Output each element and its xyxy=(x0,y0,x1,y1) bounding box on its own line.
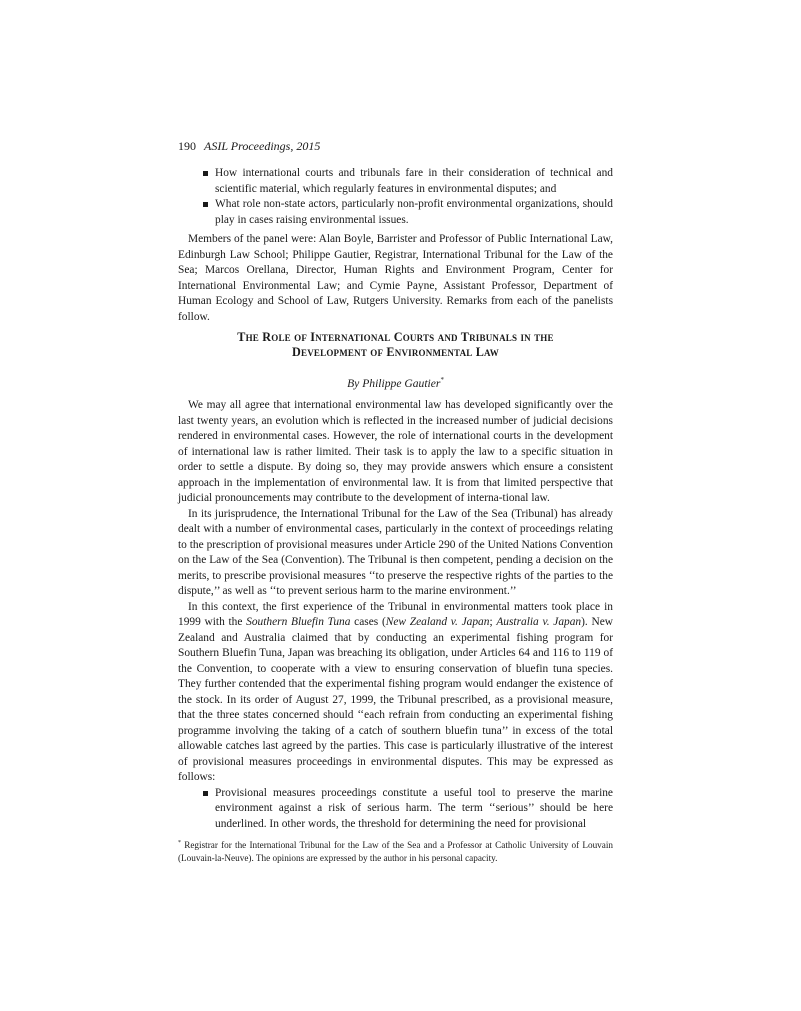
case-name: Australia v. Japan xyxy=(496,616,582,628)
body-paragraph: In this context, the first experience of the Tribunal in environmental matters took place in 1999 with the Southern Bluefin Tuna cases (New Zealand v. Japan; Australia v. Japan). New Zealand and Australia claimed that by conducting an experimental fishing program for Southern Bluefin Tuna, Japan was breaching its obligation, under Articles 64 and 116 to 119 of the Convention, to cooperate with a view to ensuring conservation of bluefin tuna species. They further contended that the experimental fishing program would endanger the existence of the stock. In its order of August 27, 1999, the Tribunal prescribed, as a provisional measure, that the three states concerned should ‘‘each refrain from conducting an experimental fishing programme involving the taking of a catch of southern bluefin tuna’’ in excess of the total allowable catches last agreed by the parties. This case is particularly illustrative of the interest of provisional measures proceedings in environmental disputes. This may be expressed as follows: xyxy=(178,600,613,783)
footnote: * Registrar for the International Tribunal for the Law of the Sea and a Professor at Catholic University of Louvain (Louvain-la-Neuve). The opinions are expressed by the author in his personal capacity. xyxy=(178,840,613,863)
case-name: Southern Bluefin Tuna xyxy=(246,616,351,628)
footnote-marker: * xyxy=(440,376,444,384)
footnote-marker: * xyxy=(178,840,181,846)
body-paragraph: In its jurisprudence, the International Tribunal for the Law of the Sea (Tribunal) has already dealt with a number of environmental cases, particularly in the context of proceedings relating to the prescription of provisional measures under Article 290 of the United Nations Convention on the Law of the Sea (Convention). The Tribunal is then competent, pending a decision on the merits, to prescribe provisional measures ‘‘to preserve the respective rights of the parties to the dispute,’’ as well as ‘‘to prevent serious harm to the marine environment.’’ xyxy=(178,507,613,597)
square-bullet-icon xyxy=(203,171,208,176)
square-bullet-icon xyxy=(203,791,208,796)
running-header xyxy=(178,138,320,154)
list-item: What role non-state actors, particularly non-profit environmental organizations, should play in cases raising environmental issues. xyxy=(178,197,613,228)
page-number: 190 xyxy=(178,139,196,153)
list-item: Provisional measures proceedings constitute a useful tool to preserve the marine environment against a risk of serious harm. The term ‘‘serious’’ should be here underlined. In other words, the threshold for determining the need for provisional xyxy=(178,786,613,833)
intro-bullets xyxy=(178,166,613,228)
panel-members-paragraph: Members of the panel were: Alan Boyle, Barrister and Professor of Public International Law, Edinburgh Law School; Philippe Gautier, Registrar, International Tribunal for the Law of the Sea; Marcos Orellana, Director, Human Rights and Environment Program, Center for International Environmental Law; and Cymie Payne, Assistant Professor, Department of Human Ecology and School of Law, Rutgers University. Remarks from each of the panelists follow. xyxy=(178,233,613,323)
article-byline: By Philippe Gautier* xyxy=(347,376,444,390)
article-body xyxy=(178,398,613,832)
list-item: How international courts and tribunals fare in their consideration of technical and scientific material, which regularly features in environmental disputes; and xyxy=(178,166,613,197)
article-title: The Role of International Courts and Tribunals in the Development of Environmental Law xyxy=(237,330,554,359)
case-name: New Zealand v. Japan xyxy=(385,616,490,628)
square-bullet-icon xyxy=(203,202,208,207)
journal-title: ASIL Proceedings, 2015 xyxy=(204,139,321,153)
body-paragraph: We may all agree that international environmental law has developed significantly over the last twenty years, an evolution which is reflected in the increased number of judicial decisions rendered in environmental cases. However, the role of international courts in the development of international law is rather limited. Their task is to apply the law to a specific situation in order to settle a dispute. By doing so, they may provide answers which ensure a consistent approach in the implementation of environmental law. It is from that limited perspective that judicial pronouncements may contribute to the development of interna-tional law. xyxy=(178,399,613,504)
